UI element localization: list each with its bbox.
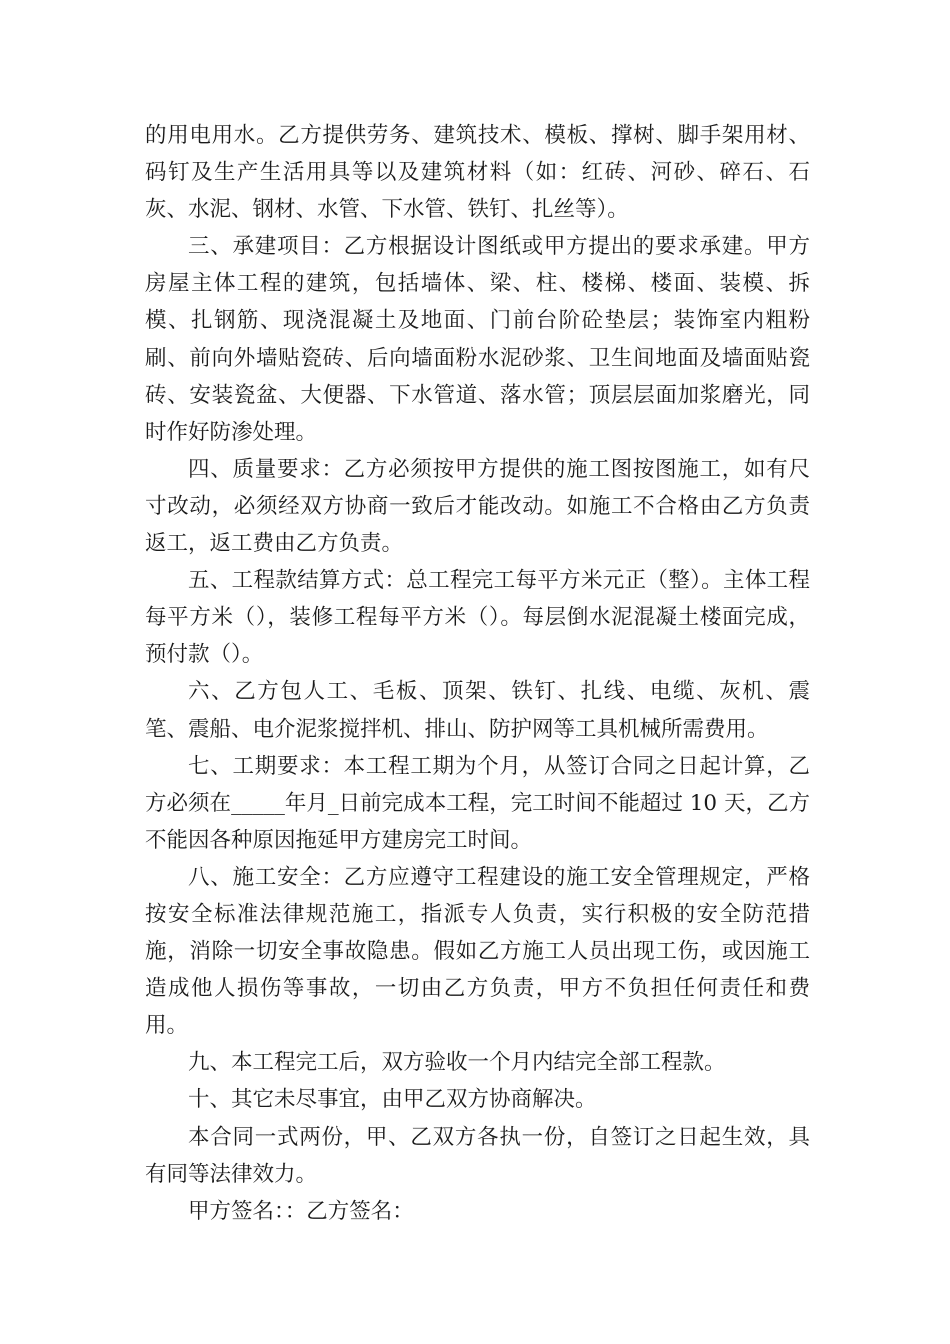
paragraph-copies-effect: 本合同一式两份，甲、乙双方各执一份，自签订之日起生效，具有同等法律效力。 bbox=[145, 1124, 810, 1187]
paragraph-construction-scope: 三、承建项目：乙方根据设计图纸或甲方提出的要求承建。甲方房屋主体工程的建筑，包括墙体、梁、柱、楼梯、楼面、装模、拆模、扎钢筋、现浇混凝土及地面、门前台阶砼垫层；装饰室内粗粉刷、前向外墙贴瓷砖、后向墙面粉水泥砂浆、卫生间地面及墙面贴瓷砖、安装瓷盆、大便器、下水管道、落水管；顶层层面加浆磨光，同时作好防渗处理。 bbox=[145, 234, 810, 445]
paragraph-quality-requirements: 四、质量要求：乙方必须按甲方提供的施工图按图施工，如有尺寸改动，必须经双方协商一致后才能改动。如施工不合格由乙方负责返工，返工费由乙方负责。 bbox=[145, 456, 810, 557]
signature-line: 甲方签名：：乙方签名： bbox=[188, 1198, 414, 1224]
paragraph-tools-costs: 六、乙方包人工、毛板、顶架、铁钉、扎线、电缆、灰机、震笔、震船、电介泥浆搅拌机、排山、防护网等工具机械所需费用。 bbox=[145, 679, 810, 742]
paragraph-other-matters: 十、其它未尽事宜，由甲乙双方协商解决。 bbox=[188, 1087, 597, 1113]
paragraph-utilities-materials: 的用电用水。乙方提供劳务、建筑技术、模板、撑树、脚手架用材、码钉及生产生活用具等以及建筑材料（如：红砖、河砂、碎石、石灰、水泥、钢材、水管、下水管、铁钉、扎丝等）。 bbox=[145, 123, 810, 223]
paragraph-acceptance: 九、本工程完工后，双方验收一个月内结完全部工程款。 bbox=[188, 1050, 726, 1076]
paragraph-schedule: 七、工期要求：本工程工期为个月，从签订合同之日起计算，乙方必须在_____年月_日前完成本工程，完工时间不能超过 10 天，乙方不能因各种原因拖延甲方建房完工时间。 bbox=[145, 753, 810, 853]
paragraph-safety: 八、施工安全：乙方应遵守工程建设的施工安全管理规定，严格按安全标准法律规范施工，指派专人负责，实行积极的安全防范措施，消除一切安全事故隐患。假如乙方施工人员出现工伤，或因施工造成他人损伤等事故，一切由乙方负责，甲方不负担任何责任和费用。 bbox=[145, 864, 810, 1039]
document-body bbox=[145, 117, 810, 1230]
paragraph-payment-terms: 五、工程款结算方式：总工程完工每平方米元正（整）。主体工程每平方米（），装修工程每平方米（）。每层倒水泥混凝土楼面完成，预付款（）。 bbox=[145, 568, 810, 668]
